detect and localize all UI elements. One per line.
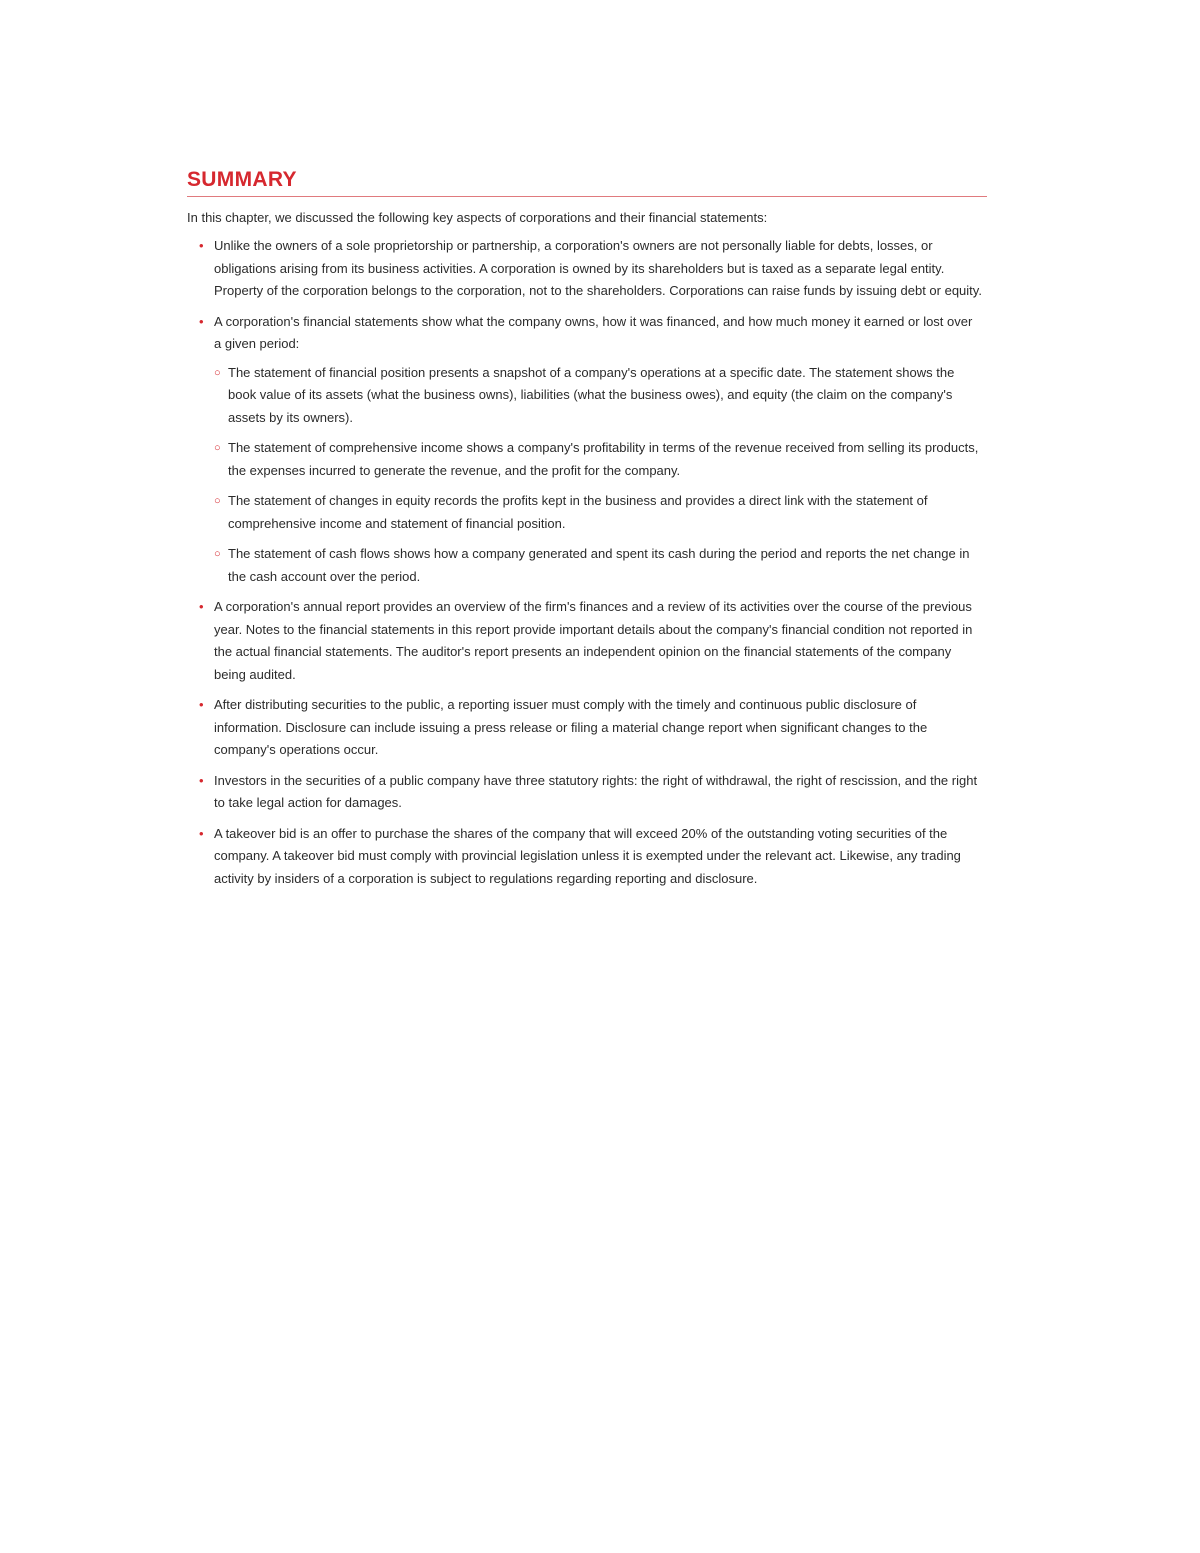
summary-bullet-list [187,235,987,890]
bullet-icon: • [199,313,204,329]
list-item [199,770,987,815]
list-item-text: A corporation's annual report provides an overview of the firm's finances and a review of its activities over the course of the previous year. Notes to the financial statements in this report provide important details about the company's financial condition not reported in the actual financial statements. The auditor's report presents an independent opinion on the financial statements of the company being audited. [214,599,973,682]
sub-list-item-text: The statement of changes in equity records the profits kept in the business and provides a direct link with the statement of comprehensive income and statement of financial position. [228,493,928,531]
sub-list-item-text: The statement of comprehensive income shows a company's profitability in terms of the revenue received from selling its products, the expenses incurred to generate the revenue, and the profit for the company. [228,440,979,478]
sub-list-item-text: The statement of cash flows shows how a company generated and spent its cash during the period and reports the net change in the cash account over the period. [228,546,970,584]
list-item-text: Unlike the owners of a sole proprietorship or partnership, a corporation's owners are not personally liable for debts, losses, or obligations arising from its business activities. A corporation is owned by its shareholders but is taxed as a separate legal entity. Property of the corporation belongs to the corporation, not to the shareholders. Corporations can raise funds by issuing debt or equity. [214,238,982,298]
sub-list-item [214,437,983,482]
bullet-icon: • [199,697,204,712]
sub-list-item [214,490,983,535]
list-item [199,694,987,762]
bullet-icon: • [199,825,204,841]
list-item-text: A takeover bid is an offer to purchase the shares of the company that will exceed 20% of the outstanding voting securities of the company. A takeover bid must comply with provincial legislation unless it is exempted under the relevant act. Likewise, any trading activity by insiders of a corporation is subject to regulations regarding reporting and disclosure. [214,825,961,886]
list-item-text: After distributing securities to the public, a reporting issuer must comply with the timely and continuous public disclosure of information. Disclosure can include issuing a press release or filing a material change report when significant changes to the company's operations occur. [214,697,928,757]
summary-intro: In this chapter, we discussed the following key aspects of corporations and their financial statements: [187,210,768,225]
sub-list-item-text: The statement of financial position presents a snapshot of a company's operations at a specific date. The statement shows the book value of its assets (what the business owns), liabilities (what the business owes), and equity (the claim on the company's assets by its owners). [228,364,955,425]
list-item-text: Investors in the securities of a public company have three statutory rights: the right of withdrawal, the right of rescission, and the right to take legal action for damages. [214,772,978,810]
bullet-icon: • [199,599,204,614]
sub-list-item [214,362,983,430]
bullet-icon: • [199,238,204,253]
bullet-icon: • [199,772,204,788]
summary-section [187,168,987,898]
circle-bullet-icon: ○ [214,366,221,379]
circle-bullet-icon: ○ [214,495,221,507]
circle-bullet-icon: ○ [214,548,221,560]
circle-bullet-icon: ○ [214,442,221,454]
list-item [199,235,987,303]
list-item [199,311,987,589]
financial-statements-sublist [214,362,983,589]
summary-heading: SUMMARY [187,168,987,197]
list-item [199,823,987,891]
sub-list-item [214,543,983,588]
list-item-text: A corporation's financial statements show what the company owns, how it was financed, and how much money it earned or lost over a given period: [214,313,973,351]
list-item [199,596,987,686]
